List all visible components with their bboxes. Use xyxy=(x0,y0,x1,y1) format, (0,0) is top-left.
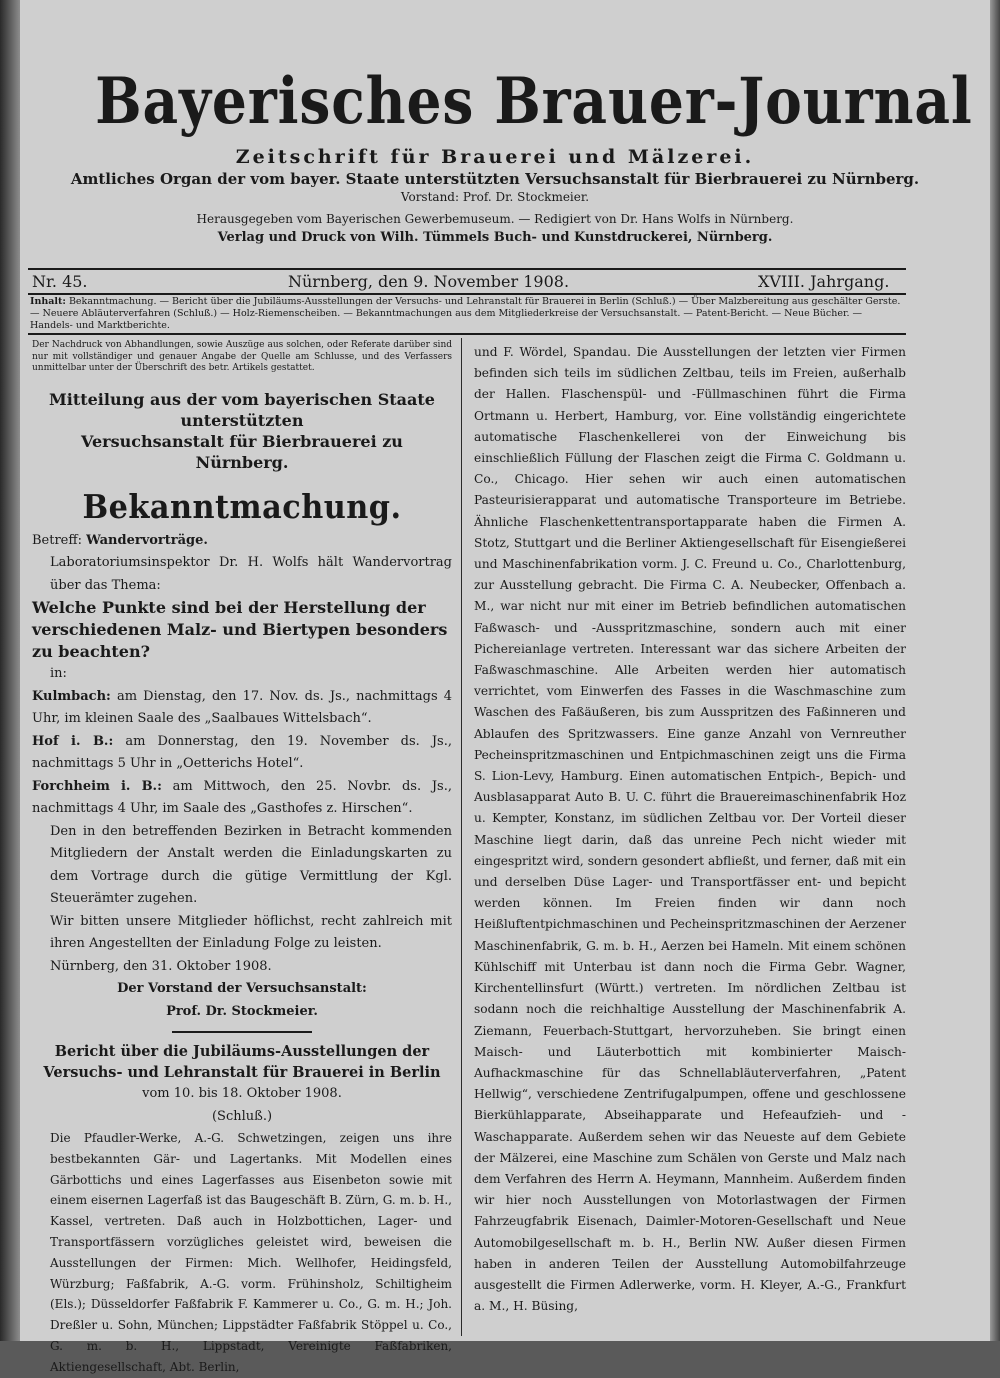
issue-number: Nr. 45. xyxy=(32,272,88,291)
venue-forchheim xyxy=(32,776,452,821)
book-spine xyxy=(0,0,20,1341)
venue-kulmbach-details: am Dienstag, den 17. Nov. ds. Js., nachmittags 4 Uhr, im kleinen Saale des „Saalbaues Wittelsbach“. xyxy=(32,688,453,726)
signature-board: Der Vorstand der Versuchsanstalt: xyxy=(117,981,367,996)
newspaper-subtitle: Zeitschrift für Brauerei und Mälzerei. xyxy=(235,146,755,168)
invitation-paragraph: Den in den betreffenden Bezirken in Betracht kommenden Mitgliedern der Anstalt werden die Einladungskarten zu dem Vortrage durch die gütige Vermittlung der Kgl. Steuerämter zugehen. xyxy=(50,823,452,906)
lecture-topic: Welche Punkte sind bei der Herstellung der verschiedenen Malz- und Biertypen besonders zu beachten? xyxy=(32,598,448,661)
betreff-label: Betreff: xyxy=(32,532,82,548)
table-of-contents xyxy=(30,296,902,332)
venue-hof xyxy=(32,731,452,776)
left-column xyxy=(32,340,452,1378)
venue-forchheim-name: Forchheim i. B.: xyxy=(32,778,162,794)
herausgeber-line: Herausgegeben vom Bayerischen Gewerbemuseum. — Redigiert von Dr. Hans Wolfs in Nürnberg. xyxy=(196,212,794,226)
venue-hof-name: Hof i. B.: xyxy=(32,733,114,749)
contents-rule xyxy=(28,333,906,335)
reprint-notice: Der Nachdruck von Abhandlungen, sowie Auszüge aus solchen, oder Referate darüber sind nur mit vollständiger und genauer Angabe der Quelle am Schlusse, und des Verfassers unmittelbar unter der Überschrift des betr. Artikels gestattet. xyxy=(32,340,452,373)
venues-in-label: in: xyxy=(50,666,67,681)
announcement-header xyxy=(32,389,452,473)
venue-kulmbach xyxy=(32,686,452,731)
signature-name: Prof. Dr. Stockmeier. xyxy=(166,1003,318,1019)
column-separator xyxy=(461,338,462,1336)
report-title: Bericht über die Jubiläums-Ausstellungen der Versuchs- und Lehranstalt für Brauerei in Berlin xyxy=(43,1043,441,1081)
newspaper-title: Bayerisches Brauer-Journal xyxy=(95,64,973,139)
betreff-line xyxy=(32,530,452,553)
right-column xyxy=(474,342,906,1317)
dateline xyxy=(30,272,902,294)
venue-kulmbach-name: Kulmbach: xyxy=(32,688,111,704)
vorstand-line: Vorstand: Prof. Dr. Stockmeier. xyxy=(400,190,590,204)
dateline-rule xyxy=(28,293,906,295)
report-continuation: (Schluß.) xyxy=(211,1108,273,1124)
issue-jahrgang: XVIII. Jahrgang. xyxy=(758,272,890,291)
report-text-right: und F. Wördel, Spandau. Die Ausstellungen der letzten vier Firmen befinden sich teils im südlichen Zeltbau, teils im Freien, außerhalb der Hallen. Flaschenspül- und -Füllmaschinen führt die Firma Ortmann u. Herbert, Hamburg, vor. Eine vollständig eingerichtete automatische Flaschenkellerei von der Einweichung bis einschließlich Füllung der Flaschen zeigt die Firma C. Goldmann u. Co., Chicago. Hier sehen wir auch einen automatischen Pasteurisierapparat und automatische Transporteure im Betriebe. Ähnliche Flaschenkettentransportapparate haben die Firmen A. Stotz, Stuttgart und die Berliner Aktiengesellschaft für Eisengießerei und Maschinenfabrikation vorm. J. C. Freund u. Co., Charlottenburg, zur Ausstellung gebracht. Die Firma C. A. Neubecker, Offenbach a. M., war nicht nur mit einer im Betrieb befindlichen automatischen Faßwasch- und -Ausspritzmaschine, sondern auch mit einer Pichereianlage vertreten. Interessant war das sichere Arbeiten der Faßwaschmaschine. Alle Arbeiten werden hier automatisch verrichtet, vom Einwerfen des Fasses in die Waschmaschine zum Waschen des Faßäußeren, bis zum Ausspritzen des Faßinneren und Ablaufen des Spritzwassers. Eine ganze Anzahl von Vernreuther Pecheinspritzmaschinen und Entpichmaschinen zeigt uns die Firma S. Lion-Levy, Hamburg. Einen automatischen Entpich-, Bepich- und Ausblasapparat Auto B. U. C. führt die Brauereimaschinenfabrik Hoz u. Kempter, Konstanz, im südlichen Zeltbau vor. Der Vorteil dieser Maschine liegt darin, daß das unreine Pech nicht wieder mit eingespritzt wird, sondern gesondert abfließt, und ferner, daß mit ein und derselben Düse Lager- und Transportfässer ent- und bepicht werden können. Im Freien finden wir dann noch Heißluftentpichmaschinen und Pecheinspritzmaschinen der Aerzener Maschinenfabrik, G. m. b. H., Aerzen bei Hameln. Mit einem schönen Kühlschiff mit Unterbau ist dann noch die Firma Gebr. Wagner, Kirchentellinsfurt (Württ.) vertreten. Im nördlichen Zeltbau ist sodann noch die reichhaltige Ausstellung der Maschinenfabrik A. Ziemann, Feuerbach-Stuttgart, hervorzuheben. Sie bringt einen Maisch- und Läuterbottich mit kombinierter Maisch-Aufhackmaschine für das Schnellabläuterverfahren, „Patent Hellwig“, verschiedene Zentrifugalpumpen, offene und geschlossene Bierkühlapparate, Abseihapparate und Hefeaufzieh- und -Waschapparate. Außerdem sehen wir das Neueste auf dem Gebiete der Mälzerei, eine Maschine zum Schälen von Gerste und Malz nach dem Verfahren des Herrn A. Heymann, Mannheim. Außerdem finden wir hier noch Ausstellungen von Motorlastwagen der Firmen Fahrzeugfabrik Eisenach, Daimler-Motoren-Gesellschaft und Neue Automobilgesellschaft m. b. H., Berlin NW. Außer diesen Firmen haben in anderen Teilen der Ausstellung Automobilfahrzeuge ausgestellt die Firmen Adlerwerke, vorm. H. Kleyer, A.-G., Frankfurt a. M., H. Büsing, xyxy=(474,345,906,1314)
venue-forchheim-details: am Mittwoch, den 25. Novbr. ds. Js., nachmittags 4 Uhr, im Saale des „Gasthofes z. Hirschen“. xyxy=(32,778,452,816)
venue-hof-details: am Donnerstag, den 19. November ds. Js., nachmittags 5 Uhr in „Oetterichs Hotel“. xyxy=(32,733,452,771)
request-paragraph: Wir bitten unsere Mitglieder höflichst, recht zahlreich mit ihren Angestellten der Einladung Folge zu leisten. xyxy=(50,913,452,951)
bekanntmachung-heading: Bekanntmachung. xyxy=(82,486,402,526)
announcement-header-line-1: Mitteilung aus der vom bayerischen Staate unterstützten xyxy=(49,389,435,430)
announcement-header-line-2: Versuchsanstalt für Bierbrauerei zu Nürnberg. xyxy=(81,431,403,472)
section-divider xyxy=(172,1031,312,1033)
page-edge xyxy=(990,0,1000,1341)
masthead xyxy=(30,60,973,245)
issue-date: Nürnberg, den 9. November 1908. xyxy=(288,272,570,291)
verlag-line: Verlag und Druck von Wilh. Tümmels Buch- und Kunstdruckerei, Nürnberg. xyxy=(217,230,773,245)
report-dates: vom 10. bis 18. Oktober 1908. xyxy=(142,1086,342,1101)
report-text-left: Die Pfaudler-Werke, A.-G. Schwetzingen, zeigen uns ihre bestbekannten Gär- und Lagertanks. Mit Modellen eines Gärbottichs und eines Lagerfasses aus Eisenbeton sowie mit einem eisernen Lagerfaß ist das Baugeschäft B. Zürn, G. m. b. H., Kassel, vertreten. Daß auch in Holzbottichen, Lager- und Transportfässern vorzügliches geleistet wird, beweisen die Ausstellungen der Firmen: Mich. Wellhofer, Heidingsfeld, Würzburg; Faßfabrik, A.-G. vorm. Frühinsholz, Schiltigheim (Els.); Düsseldorfer Faßfabrik F. Kammerer u. Co., G. m. H.; Joh. Dreßler u. Sohn, München; Lippstädter Faßfabrik Stöppel u. Co., G. m. b. H., Lippstadt, Vereinigte Faßfabriken, Aktiengesellschaft, Abt. Berlin, xyxy=(50,1131,452,1374)
contents-text: Bekanntmachung. — Bericht über die Jubiläums-Ausstellungen der Versuchs- und Lehranstalt für Brauerei in Berlin (Schluß.) — Über Malzbereitung aus geschälter Gerste. — Neuere Abläuterverfahren (Schluß.) — Holz-Riemenscheiben. — Bekanntmachungen aus dem Mitgliederkreise der Versuchsanstalt. — Patent-Bericht. — Neue Bücher. — Handels- und Marktberichte. xyxy=(30,296,901,331)
official-organ-line: Amtliches Organ der vom bayer. Staate unterstützten Versuchsanstalt für Bierbrauerei zu Nürnberg. xyxy=(70,170,920,188)
masthead-rule xyxy=(28,268,906,270)
contents-label: Inhalt: xyxy=(30,296,66,307)
lecture-intro: Laboratoriumsinspektor Dr. H. Wolfs hält Wandervortrag über das Thema: xyxy=(50,555,452,593)
place-date: Nürnberg, den 31. Oktober 1908. xyxy=(50,958,272,974)
betreff-value: Wandervorträge. xyxy=(86,532,208,548)
